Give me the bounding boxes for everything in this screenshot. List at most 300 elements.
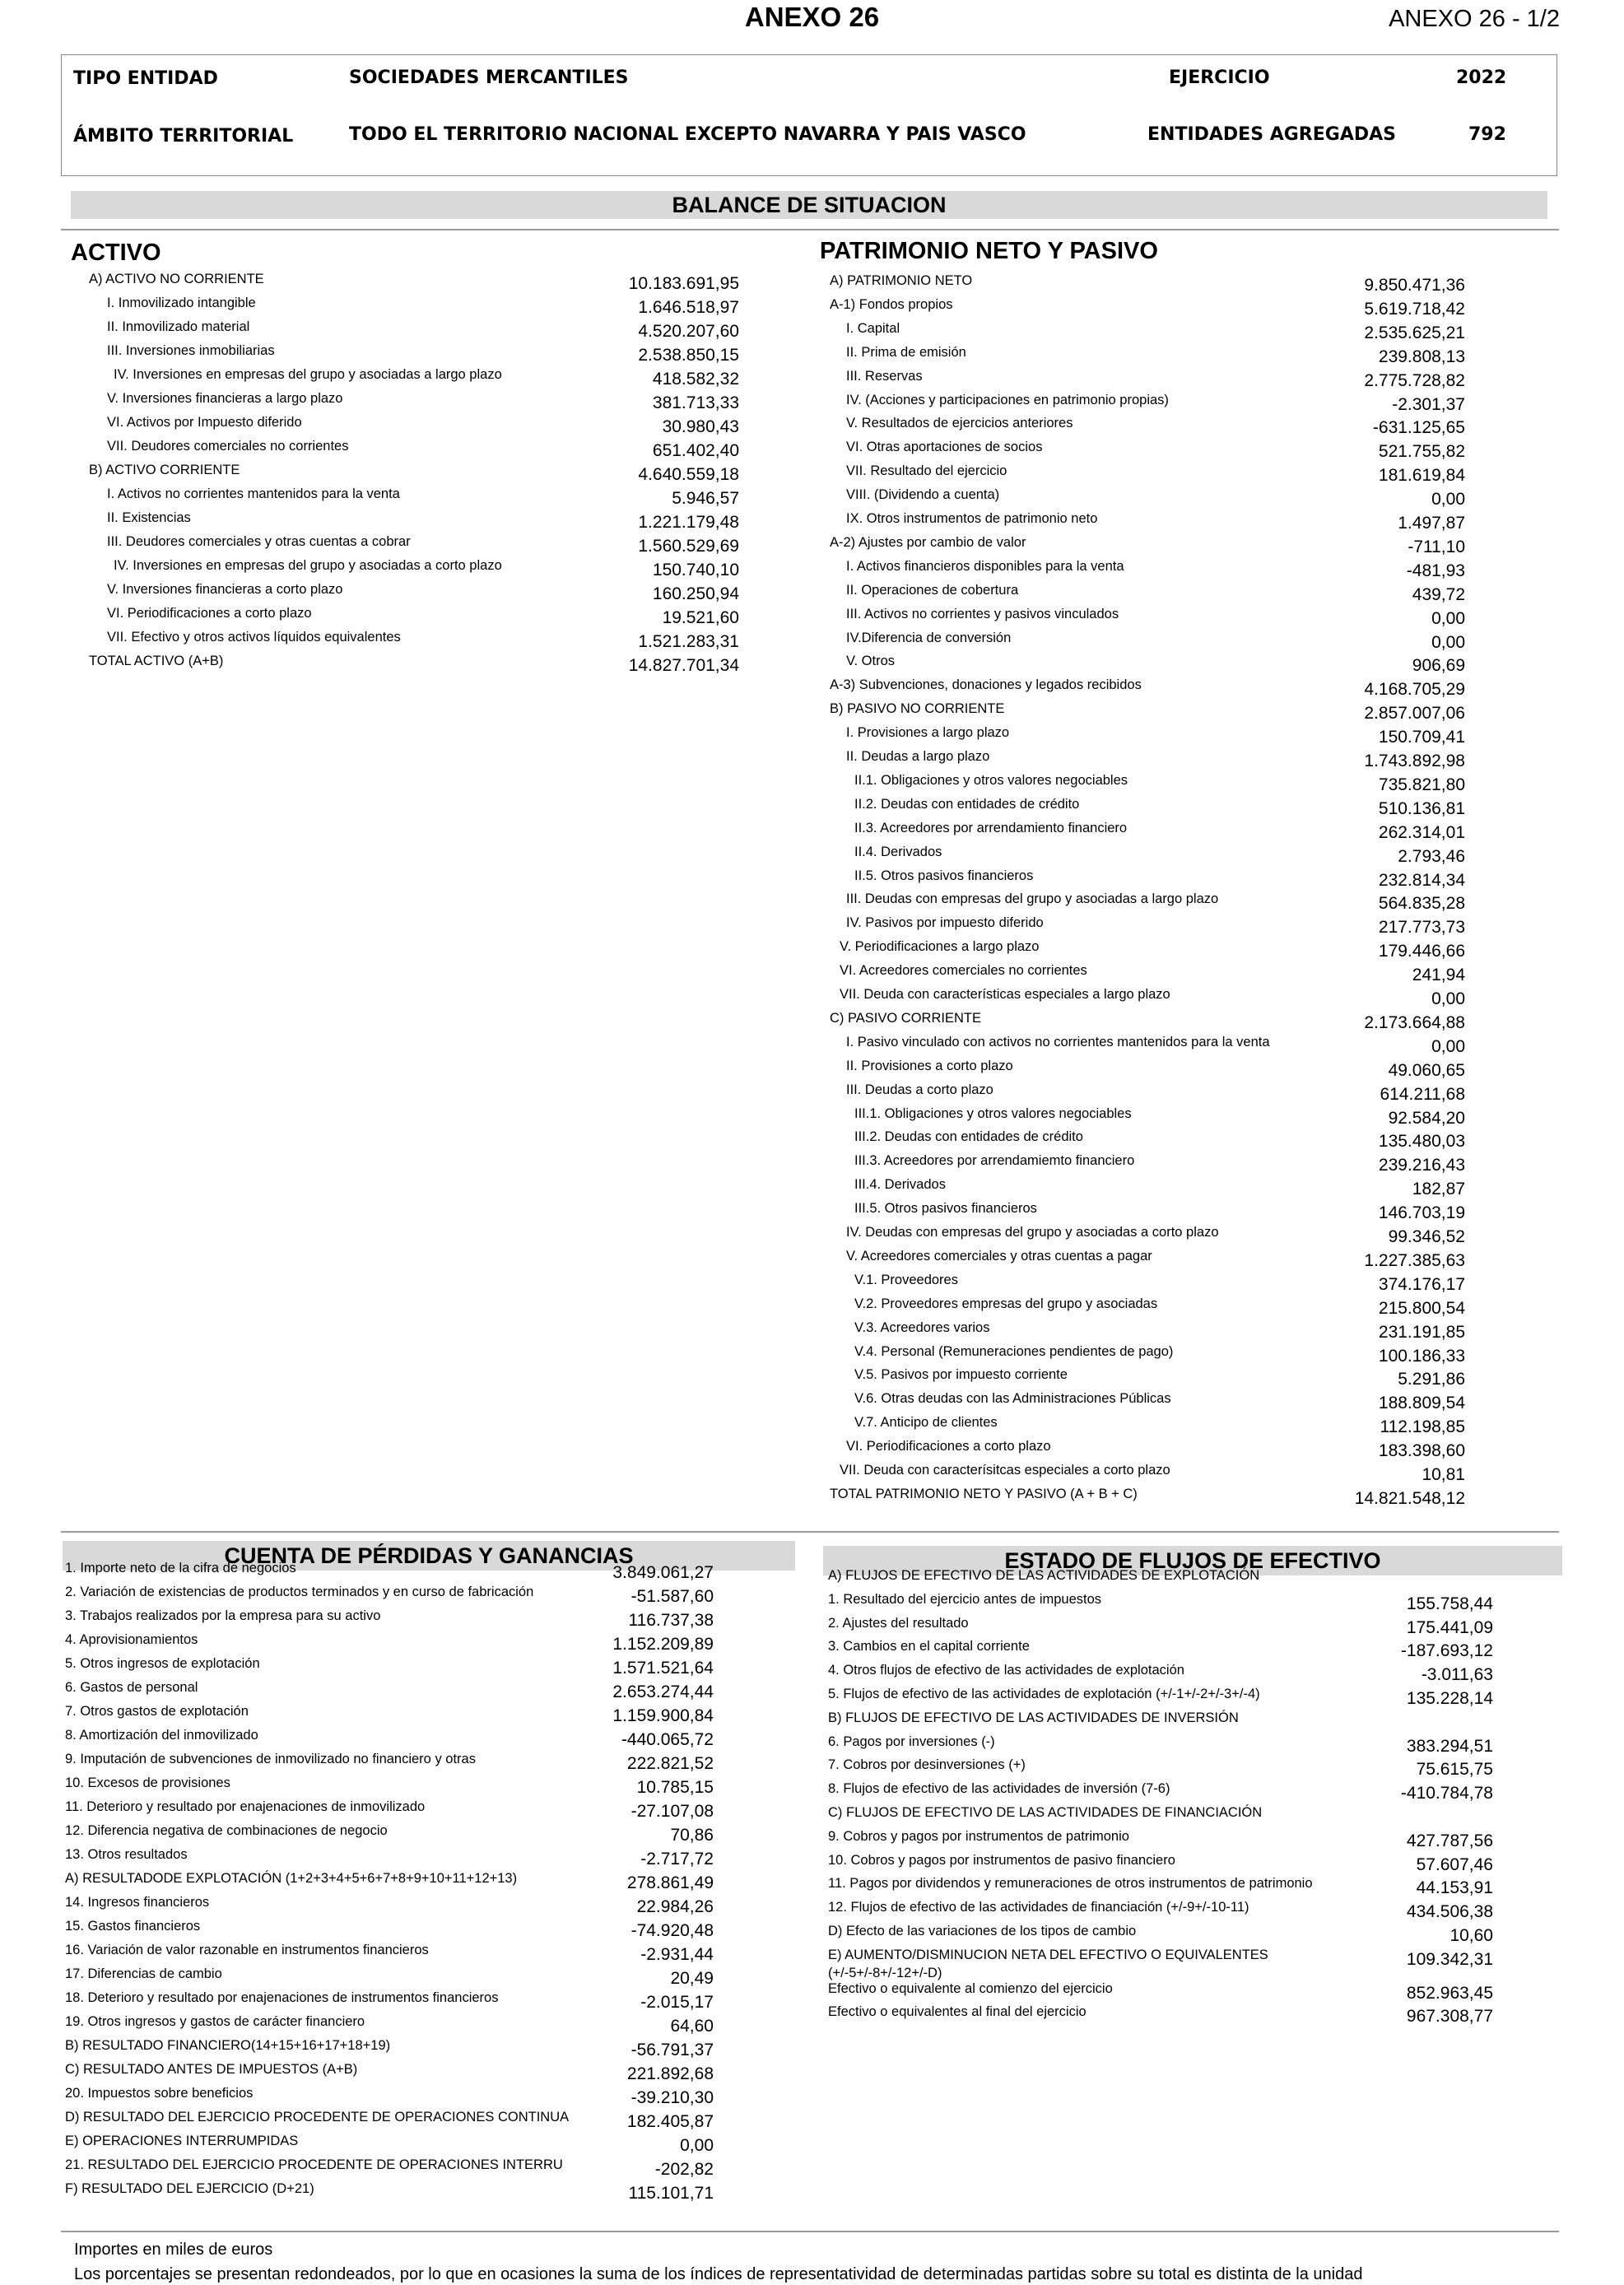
pasivo-title: PATRIMONIO NETO Y PASIVO [820, 238, 1158, 264]
row-label: E) AUMENTO/DISMINUCION NETA DEL EFECTIVO O EQUIVALENTES (+/-5+/-8+/-12+/-D) [828, 1947, 1268, 1980]
cuenta-row [65, 1678, 714, 1702]
row-value: 5.946,57 [672, 489, 739, 508]
cuenta-row [65, 2060, 714, 2084]
row-label: III. Inversiones inmobiliarias [107, 343, 275, 358]
row-label: I. Activos financieros disponibles para la venta [846, 558, 1124, 574]
row-value: 906,69 [1412, 656, 1465, 676]
ejercicio-label: EJERCICIO [1169, 67, 1270, 88]
row-label: 5. Flujos de efectivo de las actividades de explotación (+/-1+/-2+/-3+/-4) [828, 1687, 1260, 1701]
row-label: VIII. (Dividendo a cuenta) [846, 487, 1000, 503]
row-value: 521.755,82 [1378, 442, 1465, 462]
row-label: A) PATRIMONIO NETO [830, 273, 973, 288]
cuenta-row [65, 1654, 714, 1678]
row-value: 75.615,75 [1416, 1760, 1493, 1780]
balance-title: BALANCE DE SITUACION [71, 191, 1547, 219]
row-label: VII. Deudores comerciales no corrientes [107, 439, 349, 454]
pasivo-row [830, 1033, 1465, 1057]
row-label: V. Resultados de ejercicios anteriores [846, 416, 1073, 431]
row-label: 4. Aprovisionamientos [65, 1632, 198, 1647]
row-value: 2.538.850,15 [638, 346, 739, 365]
pasivo-row [830, 985, 1465, 1009]
row-value: 109.342,31 [1406, 1949, 1493, 1969]
row-label: V.7. Anticipo de clientes [854, 1415, 998, 1431]
row-value: -410.784,78 [1400, 1784, 1493, 1803]
pasivo-row [830, 724, 1465, 747]
pasivo-row [830, 1295, 1465, 1319]
row-label: IV. Inversiones en empresas del grupo y asociadas a largo plazo [114, 367, 502, 382]
row-value: 217.773,73 [1378, 918, 1465, 938]
row-value: 4.520.207,60 [638, 322, 739, 341]
row-value: 2.653.274,44 [612, 1682, 714, 1701]
row-label: 10. Cobros y pagos por instrumentos de pasivo financiero [828, 1852, 1175, 1868]
cuenta-row [65, 2013, 714, 2036]
row-label: IX. Otros instrumentos de patrimonio neto [846, 511, 1098, 526]
pasivo-row [830, 438, 1465, 462]
flujos-row [828, 1733, 1493, 1757]
pasivo-row [830, 890, 1465, 914]
row-label: III. Activos no corrientes y pasivos vinculados [846, 606, 1119, 621]
cuenta-row [65, 2084, 714, 2108]
cuenta-row [65, 1559, 714, 1583]
cuenta-row [65, 2036, 714, 2060]
row-label: 3. Cambios en el capital corriente [828, 1639, 1030, 1654]
row-label: IV. Pasivos por impuesto diferido [846, 915, 1044, 931]
row-value: 1.743.892,98 [1364, 752, 1465, 770]
row-value: 239.808,13 [1378, 347, 1465, 366]
row-label: V.6. Otras deudas con las Administraciones Públicas [854, 1391, 1171, 1407]
row-label: B) RESULTADO FINANCIERO(14+15+16+17+18+19) [65, 2038, 391, 2053]
activo-row [89, 509, 739, 533]
pasivo-row [830, 1485, 1465, 1509]
row-label: V. Periodificaciones a largo plazo [840, 939, 1040, 955]
row-value: 222.821,52 [626, 1754, 714, 1773]
row-label: 13. Otros resultados [65, 1847, 188, 1862]
row-label: VII. Efectivo y otros activos líquidos equivalentes [107, 630, 401, 645]
row-label: 1. Importe neto de la cifra de negocios [65, 1561, 296, 1575]
pasivo-row [830, 1199, 1465, 1223]
flujos-row [828, 1661, 1493, 1685]
row-label: 11. Deterioro y resultado por enajenaciones de inmovilizado [65, 1799, 426, 1814]
row-label: VII. Resultado del ejercicio [846, 463, 1007, 479]
row-value: 4.640.559,18 [638, 465, 739, 484]
row-value: -39.210,30 [631, 2088, 714, 2107]
pasivo-row [830, 771, 1465, 795]
row-label: V. Inversiones financieras a corto plazo [107, 582, 343, 597]
pasivo-row [830, 1009, 1465, 1033]
row-value: 221.892,68 [626, 2064, 714, 2083]
row-label: Efectivo o equivalente al comienzo del ejercicio [828, 1980, 1113, 1996]
row-label: D) Efecto de las variaciones de los tipos de cambio [828, 1924, 1137, 1938]
row-value: 150.740,10 [652, 561, 739, 579]
activo-row [89, 294, 739, 318]
pasivo-row [830, 795, 1465, 819]
cuenta-row [65, 1941, 714, 1965]
ejercicio-value: 2022 [1456, 67, 1507, 88]
row-value: 0,00 [1431, 1036, 1465, 1056]
row-value: -202,82 [654, 2160, 714, 2179]
row-label: 10. Excesos de provisiones [65, 1775, 230, 1790]
row-label: C) RESULTADO ANTES DE IMPUESTOS (A+B) [65, 2062, 358, 2077]
row-value: -2.931,44 [640, 1945, 714, 1964]
pasivo-row [830, 1343, 1465, 1366]
row-label: III.1. Obligaciones y otros valores negociables [854, 1105, 1132, 1121]
row-label: 6. Pagos por inversiones (-) [828, 1734, 995, 1749]
pasivo-row [830, 843, 1465, 867]
row-value: 1.221.179,48 [638, 513, 739, 532]
row-label: II.3. Acreedores por arrendamiento financiero [854, 820, 1128, 835]
pasivo-row [830, 867, 1465, 891]
activo-row [89, 365, 739, 389]
row-value: 1.152.209,89 [612, 1635, 714, 1654]
row-value: 30.980,43 [662, 417, 739, 436]
row-label: 20. Impuestos sobre beneficios [65, 2086, 254, 2101]
row-label: 1. Resultado del ejercicio antes de impuestos [828, 1591, 1102, 1607]
ambito-value: TODO EL TERRITORIO NACIONAL EXCEPTO NAVARRA Y PAIS VASCO [349, 124, 1026, 145]
row-value: 967.308,77 [1406, 2007, 1493, 2027]
row-value: 182,87 [1412, 1180, 1465, 1199]
row-value: 179.446,66 [1378, 942, 1465, 961]
row-value: -51.587,60 [631, 1587, 714, 1606]
activo-row [89, 628, 739, 652]
row-value: 4.168.705,29 [1364, 680, 1465, 700]
pasivo-row [830, 1105, 1465, 1129]
row-value: 1.497,87 [1398, 514, 1465, 533]
row-label: IV. (Acciones y participaciones en patrimonio propias) [846, 392, 1169, 407]
row-label: V.4. Personal (Remuneraciones pendientes de pago) [854, 1343, 1174, 1359]
row-value: 262.314,01 [1378, 822, 1465, 842]
row-value: -711,10 [1408, 537, 1465, 556]
footer-note: Los porcentajes se presentan redondeados, por lo que en ocasiones la suma de los índices de representatividad de determinadas partidas sobre su total es distinta de la unidad [74, 2265, 1363, 2283]
row-label: V. Inversiones financieras a largo plazo [107, 391, 343, 406]
page-reference: ANEXO 26 - 1/2 [1389, 6, 1560, 32]
row-value: 2.793,46 [1398, 846, 1465, 866]
row-label: 21. RESULTADO DEL EJERCICIO PROCEDENTE DE OPERACIONES INTERRU [65, 2157, 563, 2172]
row-value: 381.713,33 [652, 393, 739, 412]
row-value: 20,49 [670, 1969, 714, 1988]
pasivo-row [830, 747, 1465, 771]
row-value: 100.186,33 [1378, 1346, 1465, 1366]
header-box [61, 54, 1557, 176]
pasivo-row [830, 1175, 1465, 1199]
ambito-label: ÁMBITO TERRITORIAL [73, 126, 294, 147]
activo-row [89, 342, 739, 365]
flujos-row [828, 1780, 1493, 1803]
row-label: C) FLUJOS DE EFECTIVO DE LAS ACTIVIDADES DE FINANCIACIÓN [828, 1805, 1263, 1820]
activo-title: ACTIVO [71, 240, 161, 266]
row-label: 7. Otros gastos de explotación [65, 1704, 249, 1719]
row-value: -27.107,08 [631, 1802, 714, 1821]
pasivo-row [830, 510, 1465, 533]
entidades-label: ENTIDADES AGREGADAS [1147, 124, 1396, 145]
row-value: -440.065,72 [621, 1730, 714, 1749]
activo-row [89, 413, 739, 437]
row-value: 1.521.283,31 [638, 632, 739, 651]
pasivo-row [830, 914, 1465, 938]
row-value: 1.571.521,64 [612, 1659, 714, 1678]
flujos-row [828, 1590, 1493, 1614]
flujos-row [828, 1685, 1493, 1709]
row-label: III.3. Acreedores por arrendamiemto financiero [854, 1153, 1135, 1169]
row-label: II. Deudas a largo plazo [846, 749, 990, 764]
row-value: 5.291,86 [1398, 1370, 1465, 1389]
row-label: V.5. Pasivos por impuesto corriente [854, 1367, 1068, 1383]
row-value: 14.821.548,12 [1354, 1488, 1465, 1508]
row-value: 10,60 [1450, 1926, 1493, 1945]
flujos-row [828, 1922, 1493, 1946]
pasivo-row [830, 486, 1465, 510]
flujos-row [828, 1566, 1493, 1590]
row-label: VII. Deuda con características especiales a largo plazo [840, 987, 1170, 1002]
pasivo-row [830, 1128, 1465, 1152]
row-label: V.2. Proveedores empresas del grupo y asociadas [854, 1296, 1158, 1311]
row-value: 0,00 [1431, 632, 1465, 652]
flujos-row [828, 2003, 1493, 2027]
pasivo-row [830, 296, 1465, 319]
row-value: -187.693,12 [1400, 1641, 1493, 1661]
row-label: B) ACTIVO CORRIENTE [89, 463, 240, 477]
flujos-row [828, 1980, 1493, 2003]
cuenta-row [65, 1893, 714, 1917]
pasivo-row [830, 1366, 1465, 1389]
row-value: 182.405,87 [626, 2112, 714, 2131]
row-label: 6. Gastos de personal [65, 1680, 198, 1695]
row-label: A-2) Ajustes por cambio de valor [830, 534, 1026, 550]
pasivo-row [830, 1081, 1465, 1105]
row-value: 155.758,44 [1406, 1594, 1493, 1613]
row-value: 19.521,60 [662, 608, 739, 627]
row-value: 0,00 [1431, 608, 1465, 628]
row-label: II. Provisiones a corto plazo [846, 1058, 1013, 1073]
pasivo-row [830, 1223, 1465, 1247]
row-label: IV.Diferencia de conversión [846, 630, 1012, 645]
pasivo-row [830, 961, 1465, 985]
row-label: II.1. Obligaciones y otros valores negociables [854, 772, 1128, 788]
row-value: 57.607,46 [1416, 1855, 1493, 1874]
row-label: F) RESULTADO DEL EJERCICIO (D+21) [65, 2181, 314, 2196]
pasivo-row [830, 581, 1465, 605]
row-value: -2.015,17 [640, 1993, 714, 2012]
activo-row [89, 389, 739, 413]
row-label: 9. Cobros y pagos por instrumentos de patrimonio [828, 1828, 1129, 1844]
row-label: VI. Periodificaciones a corto plazo [846, 1439, 1051, 1454]
row-value: 232.814,34 [1378, 870, 1465, 890]
pasivo-row [830, 652, 1465, 676]
row-label: 16. Variación de valor razonable en instrumentos financieros [65, 1943, 429, 1957]
row-label: 5. Otros ingresos de explotación [65, 1656, 260, 1671]
row-value: 418.582,32 [652, 370, 739, 389]
pasivo-row [830, 391, 1465, 415]
pasivo-row [830, 629, 1465, 653]
row-value: 9.850.471,36 [1364, 276, 1465, 295]
section-rule [61, 1531, 1559, 1533]
row-value: 175.441,09 [1406, 1617, 1493, 1637]
row-label: V.3. Acreedores varios [854, 1319, 990, 1335]
row-label: II.4. Derivados [854, 844, 942, 859]
row-value: 852.963,45 [1406, 1983, 1493, 2003]
row-label: II.2. Deudas con entidades de crédito [854, 796, 1080, 812]
row-label: II. Operaciones de cobertura [846, 582, 1019, 598]
activo-row [89, 437, 739, 461]
row-value: -74.920,48 [631, 1921, 714, 1940]
flujos-row [828, 1637, 1493, 1661]
row-value: 241,94 [1412, 966, 1465, 985]
row-value: -2.301,37 [1392, 394, 1465, 414]
row-label: VII. Deuda con caracterísitcas especiales a corto plazo [840, 1463, 1170, 1478]
row-value: 0,00 [1431, 989, 1465, 1008]
row-label: 17. Diferencias de cambio [65, 1966, 222, 1981]
pasivo-row [830, 319, 1465, 343]
flujos-row [828, 1756, 1493, 1780]
row-label: V. Otros [846, 654, 895, 669]
pasivo-row [830, 1152, 1465, 1175]
footer-rule-top [61, 2231, 1559, 2232]
row-value: 1.227.385,63 [1364, 1250, 1465, 1270]
row-value: 64,60 [670, 2017, 714, 2036]
row-value: 5.619.718,42 [1364, 299, 1465, 319]
row-label: I. Activos no corrientes mantenidos para la venta [107, 486, 400, 501]
row-value: 99.346,52 [1388, 1227, 1465, 1246]
pasivo-row [830, 605, 1465, 629]
row-value: 135.228,14 [1406, 1689, 1493, 1708]
row-label: II. Existencias [107, 510, 191, 525]
cuenta-row [65, 1989, 714, 2013]
row-value: 427.787,56 [1406, 1831, 1493, 1850]
row-value: 383.294,51 [1406, 1736, 1493, 1756]
cuenta-row [65, 1702, 714, 1726]
activo-row [89, 461, 739, 485]
pasivo-row [830, 700, 1465, 724]
row-label: II. Prima de emisión [846, 344, 966, 360]
row-value: 1.560.529,69 [638, 537, 739, 556]
row-label: 2. Ajustes del resultado [828, 1615, 969, 1631]
row-value: 150.709,41 [1378, 728, 1465, 747]
row-label: D) RESULTADO DEL EJERCICIO PROCEDENTE DE OPERACIONES CONTINUA [65, 2110, 570, 2124]
flujos-row [828, 1827, 1493, 1851]
flujos-row [828, 1851, 1493, 1875]
row-value: 239.216,43 [1378, 1156, 1465, 1175]
cuenta-row [65, 1917, 714, 1941]
pasivo-row [830, 1271, 1465, 1295]
row-value: -2.717,72 [640, 1850, 714, 1868]
row-label: A) RESULTADODE EXPLOTACIÓN (1+2+3+4+5+6+7+8+9+10+11+12+13) [65, 1871, 518, 1886]
row-value: 1.646.518,97 [638, 298, 739, 317]
row-label: E) OPERACIONES INTERRUMPIDAS [65, 2134, 299, 2148]
flujos-row [828, 1803, 1493, 1827]
cuenta-row [65, 1965, 714, 1989]
row-label: I. Inmovilizado intangible [107, 296, 256, 310]
row-value: 183.398,60 [1378, 1441, 1465, 1461]
flujos-row [828, 1898, 1493, 1922]
row-value: 115.101,71 [628, 2184, 714, 2203]
pasivo-row [830, 414, 1465, 438]
pasivo-row [830, 533, 1465, 557]
row-label: TOTAL PATRIMONIO NETO Y PASIVO (A + B + C) [830, 1486, 1138, 1501]
row-label: 18. Deterioro y resultado por enajenaciones de instrumentos financieros [65, 1990, 499, 2005]
cuenta-row [65, 1798, 714, 1822]
row-label: VI. Activos por Impuesto diferido [107, 415, 302, 430]
row-value: 135.480,03 [1378, 1132, 1465, 1152]
row-value: 188.809,54 [1378, 1394, 1465, 1413]
row-label: 15. Gastos financieros [65, 1919, 201, 1934]
row-value: 3.849.061,27 [612, 1563, 714, 1582]
tipo-entidad-value: SOCIEDADES MERCANTILES [349, 67, 629, 88]
row-value: 2.775.728,82 [1364, 370, 1465, 390]
row-value: 181.619,84 [1378, 466, 1465, 486]
row-value: 116.737,38 [628, 1611, 714, 1630]
row-label: I. Provisiones a largo plazo [846, 725, 1010, 741]
row-label: Efectivo o equivalentes al final del ejercicio [828, 2004, 1087, 2020]
row-value: 434.506,38 [1406, 1902, 1493, 1922]
flujos-row [828, 1614, 1493, 1638]
pasivo-row [830, 1437, 1465, 1461]
row-label: III.5. Otros pasivos financieros [854, 1201, 1037, 1217]
row-value: 374.176,17 [1378, 1274, 1465, 1294]
row-value: 10.785,15 [636, 1778, 714, 1797]
cuenta-row [65, 1869, 714, 1893]
row-value: 0,00 [680, 2136, 714, 2155]
row-value: -3.011,63 [1421, 1665, 1493, 1685]
pasivo-row [830, 343, 1465, 367]
activo-row [89, 485, 739, 509]
row-value: 49.060,65 [1388, 1060, 1465, 1080]
cuenta-row [65, 2180, 714, 2204]
row-value: -56.791,37 [631, 2041, 714, 2059]
row-label: I. Capital [846, 320, 900, 336]
row-label: 12. Diferencia negativa de combinaciones de negocio [65, 1823, 388, 1838]
activo-row [89, 556, 739, 580]
balance-rule [61, 229, 1559, 230]
row-label: IV. Inversiones en empresas del grupo y asociadas a corto plazo [114, 558, 502, 573]
row-value: 92.584,20 [1388, 1108, 1465, 1128]
row-value: 44.153,91 [1416, 1878, 1493, 1898]
row-value: 735.821,80 [1378, 775, 1465, 794]
pasivo-row [830, 676, 1465, 700]
flujos-row [828, 1709, 1493, 1733]
flujos-row [828, 1874, 1493, 1898]
row-value: 651.402,40 [652, 441, 739, 460]
row-label: 14. Ingresos financieros [65, 1895, 210, 1910]
row-label: A-1) Fondos propios [830, 296, 953, 312]
activo-row [89, 580, 739, 604]
row-value: 10,81 [1422, 1465, 1465, 1484]
activo-row [89, 604, 739, 628]
page-title: ANEXO 26 [744, 2, 880, 32]
cuenta-row [65, 1607, 714, 1631]
row-label: A-3) Subvenciones, donaciones y legados recibidos [830, 677, 1142, 693]
row-label: 9. Imputación de subvenciones de inmovilizado no financiero y otras [65, 1752, 476, 1766]
row-label: B) PASIVO NO CORRIENTE [830, 701, 1005, 717]
row-value: 439,72 [1412, 584, 1465, 604]
activo-row [89, 652, 739, 676]
cuenta-row [65, 1583, 714, 1607]
pasivo-row [830, 819, 1465, 843]
activo-row [89, 270, 739, 294]
row-label: VI. Otras aportaciones de socios [846, 440, 1043, 455]
cuenta-title: CUENTA DE PÉRDIDAS Y GANANCIAS [63, 1541, 795, 1571]
row-label: VI. Acreedores comerciales no corrientes [840, 963, 1087, 979]
row-value: 14.827.701,34 [628, 656, 739, 675]
row-label: 8. Amortización del inmovilizado [65, 1728, 258, 1743]
row-label: 12. Flujos de efectivo de las actividades de financiación (+/-9+/-10-11) [828, 1900, 1249, 1915]
pasivo-row [830, 1247, 1465, 1271]
pasivo-row [830, 557, 1465, 581]
flujos-title: ESTADO DE FLUJOS DE EFECTIVO [823, 1546, 1562, 1575]
row-value: 2.857.007,06 [1364, 704, 1465, 724]
row-value: 614.211,68 [1380, 1084, 1465, 1104]
pasivo-row [830, 1389, 1465, 1413]
row-value: 564.835,28 [1378, 894, 1465, 914]
row-label: 11. Pagos por dividendos y remuneraciones de otros instrumentos de patrimonio [828, 1876, 1313, 1892]
